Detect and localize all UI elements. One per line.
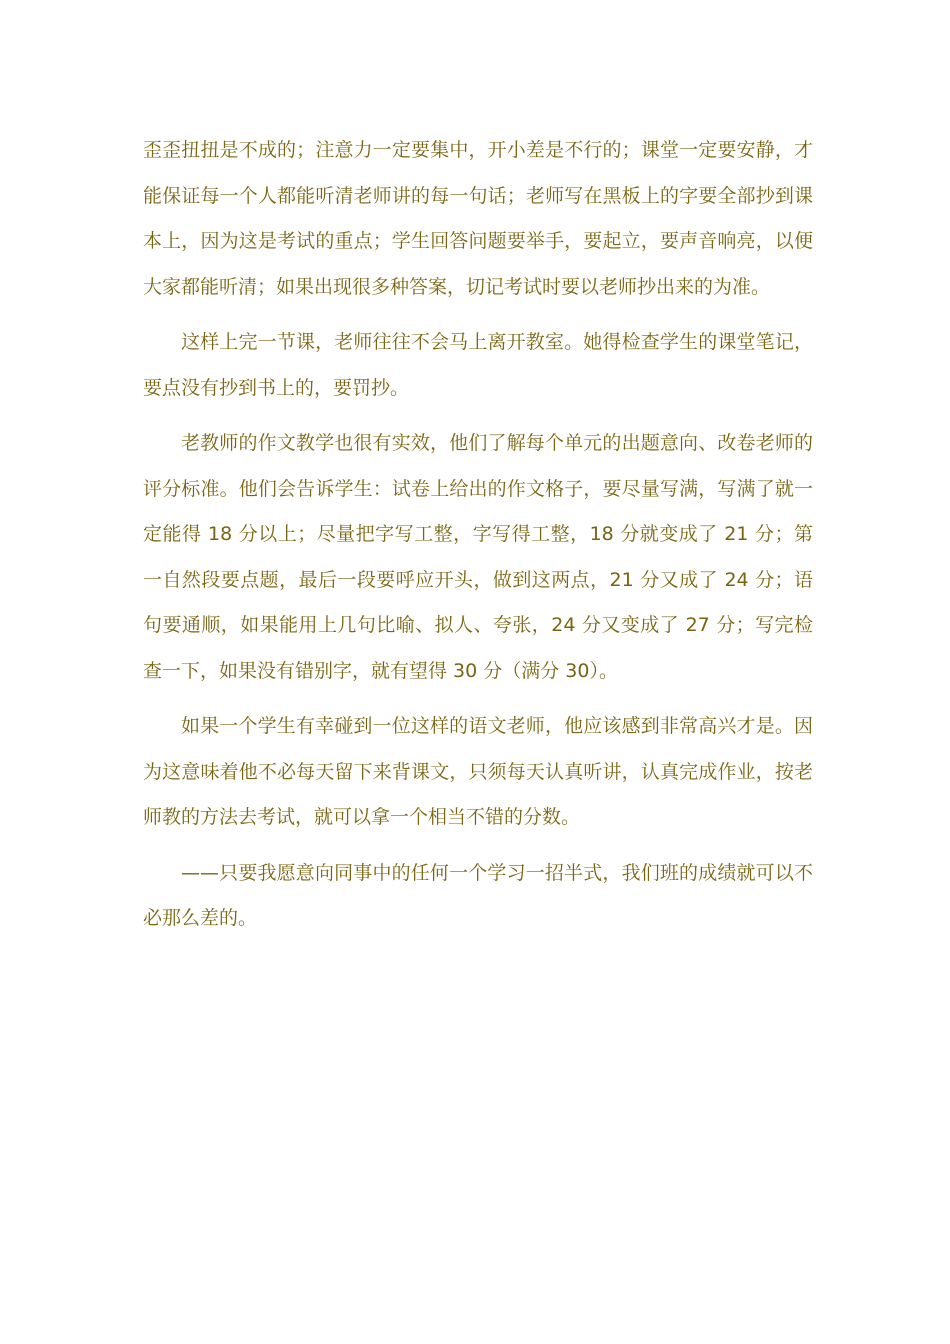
paragraph-2: 这样上完一节课，老师往往不会马上离开教室。她得检查学生的课堂笔记，要点没有抄到书上的，要罚抄。 xyxy=(143,331,813,399)
paragraph-1: 歪歪扭扭是不成的；注意力一定要集中，开小差是不行的；课堂一定要安静，才能保证每一个人都能听清老师讲的每一句话；老师写在黑板上的字要全部抄到课本上，因为这是考试的重点；学生回答问题要举手，要起立，要声音响亮，以便大家都能听清；如果出现很多种答案，切记考试时要以老师抄出来的为准。 xyxy=(143,139,813,298)
document-body xyxy=(143,128,813,952)
paragraph-3: 老教师的作文教学也很有实效，他们了解每个单元的出题意向、改卷老师的评分标准。他们会告诉学生：试卷上给出的作文格子，要尽量写满，写满了就一定能得 18 分以上；尽量把字写工整，字写得工整，18 分就变成了 21 分；第一自然段要点题，最后一段要呼应开头，做到这两点，21 分又成了 24 分；语句要通顺，如果能用上几句比喻、拟人、夸张，24 分又变成了 27 分；写完检查一下，如果没有错别字，就有望得 30 分（满分 30）。 xyxy=(143,432,813,682)
paragraph-4: 如果一个学生有幸碰到一位这样的语文老师，他应该感到非常高兴才是。因为这意味着他不必每天留下来背课文，只须每天认真听讲，认真完成作业，按老师教的方法去考试，就可以拿一个相当不错的分数。 xyxy=(143,715,813,828)
paragraph-5: ——只要我愿意向同事中的任何一个学习一招半式，我们班的成绩就可以不必那么差的。 xyxy=(143,861,813,929)
